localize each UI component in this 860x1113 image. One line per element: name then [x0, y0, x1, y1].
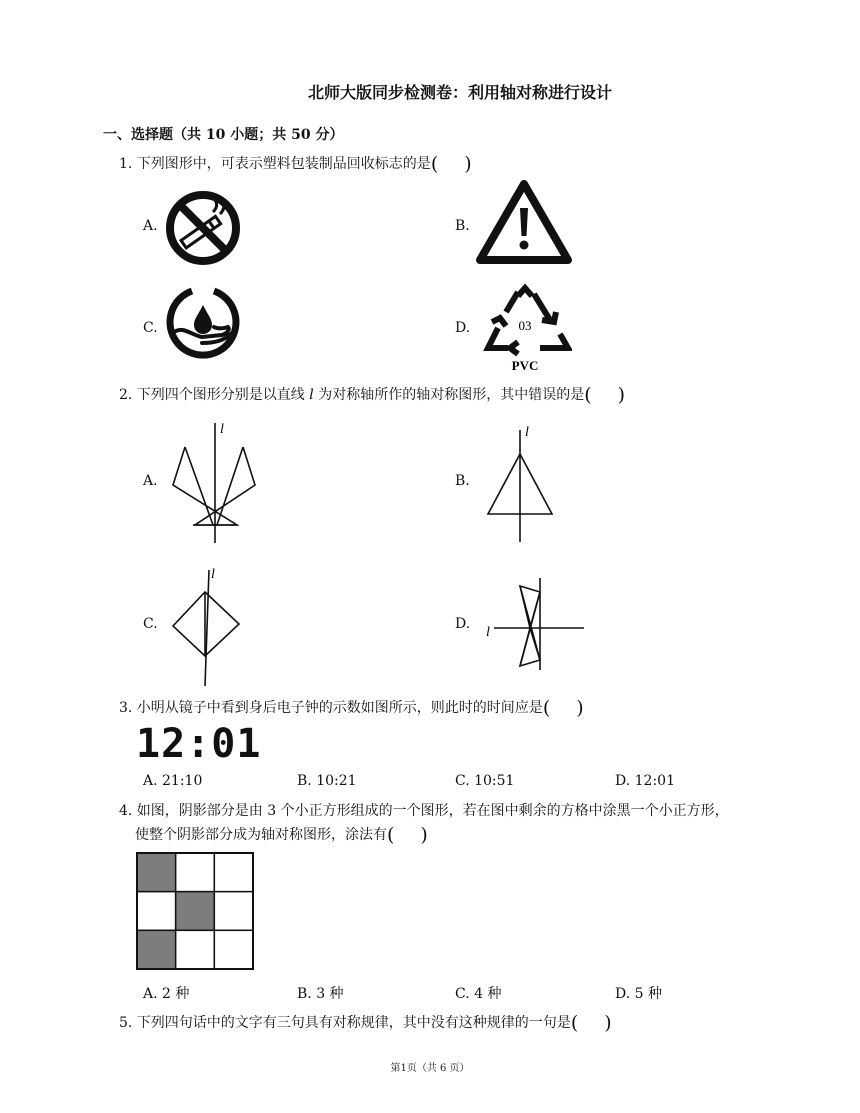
- question-1-stem: [119, 153, 472, 175]
- question-2-text-post: 为对称轴所作的轴对称图形，其中错误的是: [313, 387, 585, 403]
- grid-cell-empty: [214, 892, 253, 931]
- q3-option-c[interactable]: C. 10:51: [455, 773, 515, 789]
- grid-cell-empty: [214, 930, 253, 969]
- q4-option-b[interactable]: B. 3 种: [297, 986, 344, 1002]
- answer-paren-open: (: [570, 1012, 579, 1034]
- answer-paren-close: ): [576, 697, 584, 719]
- grid-cell-empty: [176, 853, 215, 892]
- q4-option-a[interactable]: A. 2 种: [143, 986, 190, 1002]
- q2-figure-d: [480, 570, 590, 670]
- answer-paren-open: (: [430, 153, 439, 175]
- question-4-stem-line2: [135, 824, 428, 846]
- answer-paren-open: (: [387, 824, 395, 846]
- q3-option-b[interactable]: B. 10:21: [297, 773, 357, 789]
- answer-paren-open: (: [542, 697, 551, 719]
- water-saving-icon: [162, 283, 244, 365]
- recycling-pvc-icon: [478, 282, 572, 376]
- question-4-text: 使整个阴影部分成为轴对称图形，涂法有: [135, 827, 387, 843]
- question-2-text-pre: 2. 下列四个图形分别是以直线: [119, 387, 310, 403]
- grid-cell-shaded: [176, 892, 215, 931]
- answer-paren-close: ): [604, 1012, 612, 1034]
- digital-clock-display: 12:01: [136, 721, 262, 767]
- q2-option-a[interactable]: A.: [143, 473, 158, 489]
- answer-paren-close: ): [464, 153, 472, 175]
- q2-option-d[interactable]: D.: [455, 616, 471, 632]
- q1-option-b[interactable]: B.: [455, 218, 470, 234]
- q2-figure-b: [480, 418, 560, 546]
- axis-label: l: [486, 625, 490, 640]
- section-heading: 一、选择题（共 10 小题；共 50 分）: [103, 127, 344, 143]
- page-footer: 第1页（共 6 页）: [390, 1063, 470, 1074]
- grid-cell-empty: [176, 930, 215, 969]
- grid-cell-shaded: [137, 853, 176, 892]
- answer-paren-close: ): [617, 384, 626, 406]
- recycle-label: PVC: [511, 358, 539, 373]
- question-3-stem: [119, 697, 584, 719]
- no-smoking-icon: [165, 190, 245, 268]
- q2-figure-a: [165, 415, 275, 545]
- grid-cell-empty: [137, 892, 176, 931]
- q3-option-d[interactable]: D. 12:01: [615, 773, 675, 789]
- q4-grid-figure: [136, 852, 256, 972]
- question-1-text: 1. 下列图形中，可表示塑料包装制品回收标志的是: [119, 156, 431, 172]
- q4-option-d[interactable]: D. 5 种: [615, 986, 662, 1002]
- q3-option-a[interactable]: A. 21:10: [143, 773, 203, 789]
- question-5-stem: [119, 1012, 612, 1034]
- question-2-variable: l: [309, 387, 314, 403]
- q2-option-b[interactable]: B.: [455, 473, 470, 489]
- axis-label: l: [525, 425, 529, 440]
- answer-paren-open: (: [584, 384, 592, 406]
- q1-option-c[interactable]: C.: [143, 320, 158, 336]
- answer-paren-close: ): [420, 824, 428, 846]
- question-5-text: 5. 下列四句话中的文字有三句具有对称规律，其中没有这种规律的一句是: [119, 1015, 571, 1031]
- axis-label: l: [211, 567, 215, 582]
- q1-option-d[interactable]: D.: [455, 320, 471, 336]
- page-title: 北师大版同步检测卷：利用轴对称进行设计: [307, 83, 612, 102]
- q4-option-c[interactable]: C. 4 种: [455, 986, 502, 1002]
- recycle-code: 03: [518, 318, 532, 333]
- q2-option-c[interactable]: C.: [143, 616, 158, 632]
- grid-cell-shaded: [137, 930, 176, 969]
- q1-option-a[interactable]: A.: [143, 218, 158, 234]
- warning-triangle-icon: [474, 178, 574, 266]
- grid-cell-empty: [214, 853, 253, 892]
- axis-label: l: [220, 422, 224, 437]
- question-2-stem: [119, 384, 625, 406]
- question-4-stem-line1: 4. 如图，阴影部分是由 3 个小正方形组成的一个图形，若在图中剩余的方格中涂黑一个小正方形，: [119, 803, 729, 819]
- q2-figure-c: [165, 562, 245, 690]
- question-3-text: 3. 小明从镜子中看到身后电子钟的示数如图所示，则此时的时间应是: [119, 700, 543, 716]
